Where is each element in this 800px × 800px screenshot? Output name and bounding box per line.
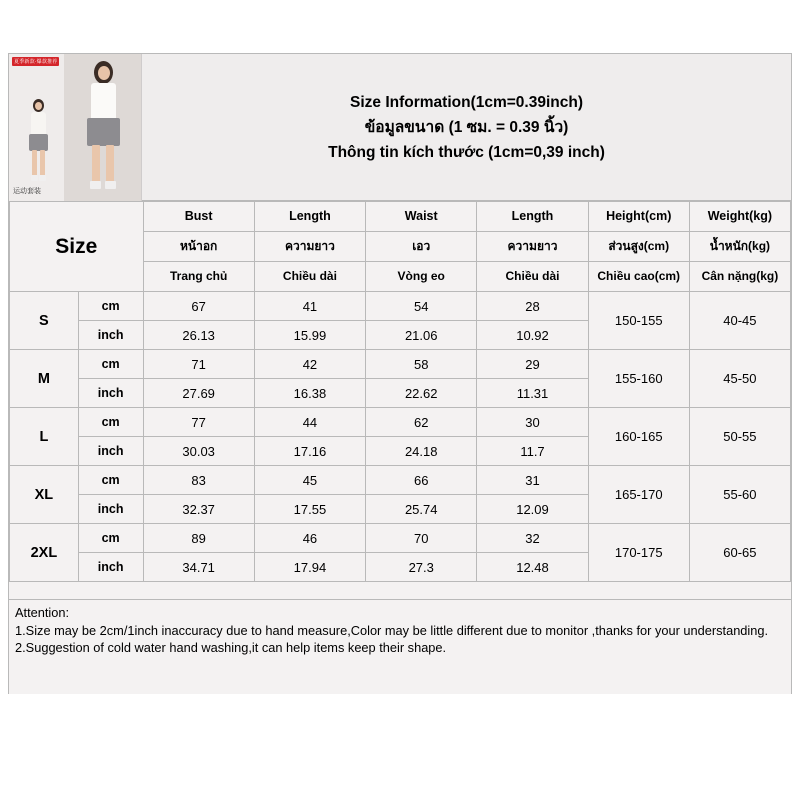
row-size-label: XL bbox=[10, 466, 79, 524]
model-figure-left bbox=[21, 99, 55, 183]
cell-length1-inch: 16.38 bbox=[254, 379, 365, 408]
title-english: Size Information(1cm=0.39inch) bbox=[350, 94, 583, 111]
col-header-bust-vi: Trang chủ bbox=[143, 262, 254, 292]
cell-height: 150-155 bbox=[588, 292, 689, 350]
table-row bbox=[10, 466, 791, 495]
cell-bust-inch: 26.13 bbox=[143, 321, 254, 350]
row-unit-cm: cm bbox=[78, 524, 143, 553]
cell-length2-inch: 12.48 bbox=[477, 553, 588, 582]
row-unit-cm: cm bbox=[78, 408, 143, 437]
cell-height: 170-175 bbox=[588, 524, 689, 582]
col-header-bust-en: Bust bbox=[143, 202, 254, 232]
cell-length2-cm: 31 bbox=[477, 466, 588, 495]
row-unit-cm: cm bbox=[78, 350, 143, 379]
cell-height: 160-165 bbox=[588, 408, 689, 466]
title-vietnamese: Thông tin kích thước (1cm=0,39 inch) bbox=[328, 144, 605, 161]
title-thai: ข้อมูลขนาด (1 ซม. = 0.39 นิ้ว) bbox=[364, 119, 569, 136]
row-size-label: M bbox=[10, 350, 79, 408]
cell-length1-cm: 42 bbox=[254, 350, 365, 379]
cell-length2-inch: 11.7 bbox=[477, 437, 588, 466]
col-header-weight-th: น้ำหนัก(kg) bbox=[689, 232, 790, 262]
cell-length2-cm: 28 bbox=[477, 292, 588, 321]
cell-bust-inch: 34.71 bbox=[143, 553, 254, 582]
col-header-length1-th: ความยาว bbox=[254, 232, 365, 262]
cell-waist-inch: 21.06 bbox=[366, 321, 477, 350]
cell-length1-inch: 15.99 bbox=[254, 321, 365, 350]
promo-badge: 夏季新款·爆款推荐 bbox=[14, 59, 58, 65]
cell-length1-cm: 41 bbox=[254, 292, 365, 321]
cell-length1-inch: 17.94 bbox=[254, 553, 365, 582]
row-size-label: 2XL bbox=[10, 524, 79, 582]
product-caption: 运动套装 bbox=[13, 188, 41, 195]
table-row bbox=[10, 408, 791, 437]
cell-weight: 40-45 bbox=[689, 292, 790, 350]
cell-bust-cm: 67 bbox=[143, 292, 254, 321]
cell-bust-cm: 77 bbox=[143, 408, 254, 437]
cell-waist-cm: 62 bbox=[366, 408, 477, 437]
cell-weight: 55-60 bbox=[689, 466, 790, 524]
col-header-weight-vi: Cân nặng(kg) bbox=[689, 262, 790, 292]
col-header-length2-en: Length bbox=[477, 202, 588, 232]
cell-height: 165-170 bbox=[588, 466, 689, 524]
size-table bbox=[9, 201, 791, 582]
attention-line-2: 2.Suggestion of cold water hand washing,it can help items keep their shape. bbox=[15, 640, 447, 655]
cell-bust-cm: 89 bbox=[143, 524, 254, 553]
col-header-height-en: Height(cm) bbox=[588, 202, 689, 232]
cell-weight: 50-55 bbox=[689, 408, 790, 466]
cell-bust-inch: 30.03 bbox=[143, 437, 254, 466]
cell-waist-cm: 70 bbox=[366, 524, 477, 553]
cell-waist-inch: 25.74 bbox=[366, 495, 477, 524]
col-header-bust-th: หน้าอก bbox=[143, 232, 254, 262]
row-size-label: L bbox=[10, 408, 79, 466]
attention-block bbox=[9, 599, 791, 694]
cell-waist-inch: 24.18 bbox=[366, 437, 477, 466]
cell-length2-inch: 11.31 bbox=[477, 379, 588, 408]
attention-title: Attention: bbox=[15, 605, 70, 620]
col-header-length2-vi: Chiều dài bbox=[477, 262, 588, 292]
cell-length2-cm: 29 bbox=[477, 350, 588, 379]
cell-waist-inch: 27.3 bbox=[366, 553, 477, 582]
table-row bbox=[10, 350, 791, 379]
cell-bust-inch: 32.37 bbox=[143, 495, 254, 524]
cell-length1-inch: 17.55 bbox=[254, 495, 365, 524]
col-header-length1-en: Length bbox=[254, 202, 365, 232]
title-block bbox=[142, 54, 791, 201]
cell-waist-cm: 58 bbox=[366, 350, 477, 379]
col-header-waist-th: เอว bbox=[366, 232, 477, 262]
size-header-cell: Size bbox=[10, 202, 144, 292]
cell-waist-cm: 66 bbox=[366, 466, 477, 495]
cell-bust-cm: 71 bbox=[143, 350, 254, 379]
col-header-weight-en: Weight(kg) bbox=[689, 202, 790, 232]
row-unit-inch: inch bbox=[78, 495, 143, 524]
cell-length1-inch: 17.16 bbox=[254, 437, 365, 466]
cell-length2-cm: 32 bbox=[477, 524, 588, 553]
cell-length1-cm: 46 bbox=[254, 524, 365, 553]
row-unit-inch: inch bbox=[78, 379, 143, 408]
cell-bust-cm: 83 bbox=[143, 466, 254, 495]
cell-bust-inch: 27.69 bbox=[143, 379, 254, 408]
cell-waist-inch: 22.62 bbox=[366, 379, 477, 408]
row-unit-cm: cm bbox=[78, 292, 143, 321]
col-header-length1-vi: Chiều dài bbox=[254, 262, 365, 292]
col-header-height-th: ส่วนสูง(cm) bbox=[588, 232, 689, 262]
cell-length2-cm: 30 bbox=[477, 408, 588, 437]
cell-length1-cm: 44 bbox=[254, 408, 365, 437]
table-row bbox=[10, 524, 791, 553]
row-size-label: S bbox=[10, 292, 79, 350]
row-unit-cm: cm bbox=[78, 466, 143, 495]
col-header-waist-en: Waist bbox=[366, 202, 477, 232]
row-unit-inch: inch bbox=[78, 437, 143, 466]
size-chart-sheet bbox=[8, 53, 792, 694]
cell-height: 155-160 bbox=[588, 350, 689, 408]
cell-weight: 60-65 bbox=[689, 524, 790, 582]
table-header-row-en bbox=[10, 202, 791, 232]
cell-length2-inch: 10.92 bbox=[477, 321, 588, 350]
row-unit-inch: inch bbox=[78, 321, 143, 350]
product-photo bbox=[9, 54, 142, 201]
row-unit-inch: inch bbox=[78, 553, 143, 582]
cell-weight: 45-50 bbox=[689, 350, 790, 408]
col-header-height-vi: Chiều cao(cm) bbox=[588, 262, 689, 292]
model-figure-right bbox=[73, 61, 133, 189]
table-row bbox=[10, 292, 791, 321]
attention-line-1: 1.Size may be 2cm/1inch inaccuracy due to hand measure,Color may be little different due to monitor ,thanks for your understanding. bbox=[15, 622, 769, 638]
cell-waist-cm: 54 bbox=[366, 292, 477, 321]
col-header-length2-th: ความยาว bbox=[477, 232, 588, 262]
cell-length1-cm: 45 bbox=[254, 466, 365, 495]
cell-length2-inch: 12.09 bbox=[477, 495, 588, 524]
col-header-waist-vi: Vòng eo bbox=[366, 262, 477, 292]
chart-header bbox=[9, 54, 791, 201]
